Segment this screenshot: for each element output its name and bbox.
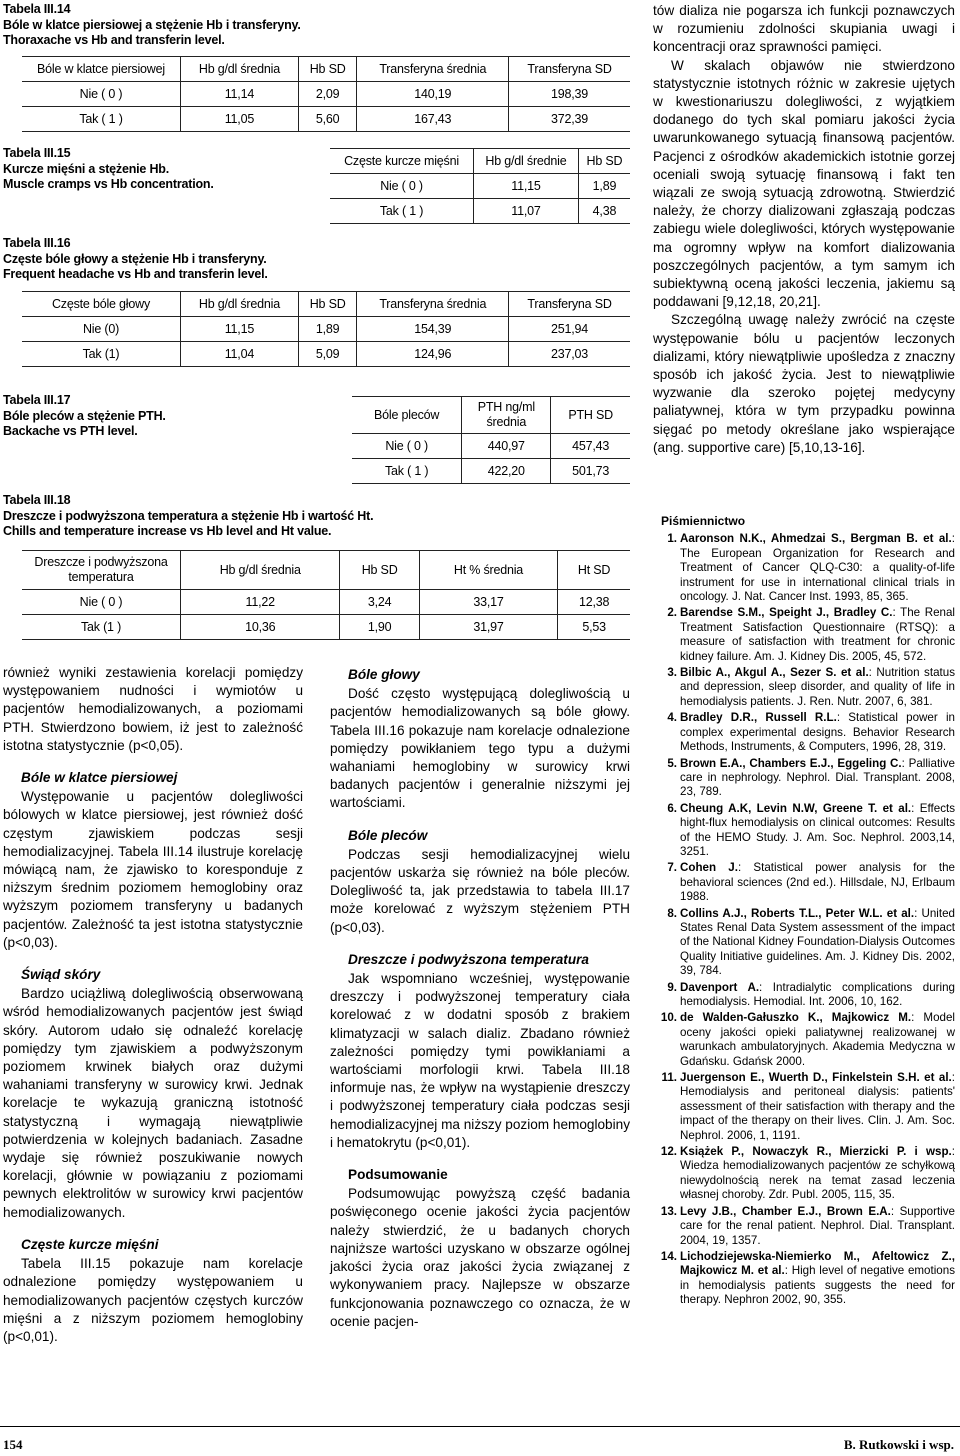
header-cell: PTH SD: [551, 397, 630, 434]
paragraph: Bardzo uciążliwą dolegliwością obserwowaną wśród hemodializowanych pacjentów jest świąd skóry. Autorom udało się odnaleźć korelację pomiędzy tym zjawiskiem a podwyższonym poziomem krwinek białych oraz dużymi wahaniami transferyny w surowicy krwi. Jednak korelacje te wykazują graniczną istotność statystyczną i wymagają niewątpliwie potwierdzenia w kolejnych badaniach. Zasadne wydaje się również poszukiwanie nowych korelacji, głównie w powiązaniu z poziomami pewnych elektrolitów w surowicy krwi pacjentów hemodializowanych.: [3, 986, 303, 1220]
cell: 11,07: [474, 199, 579, 224]
header-cell: Transferyna średnia: [357, 57, 509, 82]
reference-authors: Levy J.B., Chamber E.J., Brown E.A.: [680, 1204, 891, 1218]
reference-item: [653, 861, 955, 904]
reference-text: : United States Renal Data System assessment of the impact of the National Kidney Foundation-Dialysis Outcomes Quality Initiative guidelines. Am. J. Kidney Dis. 2002, 39, 784.: [680, 906, 955, 978]
cell: Nie (0): [22, 317, 181, 342]
page-number: 154: [3, 1437, 23, 1452]
reference-authors: Collins A.J., Roberts T.L., Peter W.L. et al.: [680, 906, 915, 920]
reference-number: 13.: [660, 1204, 677, 1218]
table-18-caption: [3, 493, 373, 540]
reference-authors: Cohen J.: [680, 861, 738, 875]
cell: 198,39: [509, 82, 630, 107]
paragraph: Tabela III.15 pokazuje nam korelacje odnalezione pomiędzy występowaniem u hemodializowanych pacjentów częstych kurczów mięśni a z niższym poziomem hemoglobiny (p<0,01).: [3, 1256, 303, 1344]
paragraph: Szczególną uwagę należy zwrócić na częste występowanie bólu u pacjentów leczonych dializami, który niewątpliwie upośledza z znaczny sposób ich jakość życia. Jest to niewątpliwie wyzwanie dla szeroko pojętej medycyny paliatywnej, która w tym przypadku powinna sięgać po metody określane jako wspierające (ang. supportive care) [5,10,13-16].: [653, 312, 955, 455]
paragraph: Jak wspomniano wcześniej, występowanie dreszczy i podwyższonej temperatury ciała korelować z w dodatni sposób z brakiem klimatyzacji w salach dializ. Zbadano również zależności pomiędzy tymi powikłaniami a wartościami morfologii krwi. Tabela III.18 informuje nas, że wpływ na wystąpienie dreszczy i podwyższonej temperatury ciała podczas sesji hemodializacyjnej ma niższy poziom hemoglobiny i hematokrytu (p<0,01).: [330, 971, 630, 1150]
table-row: [22, 342, 630, 367]
cell: 140,19: [357, 82, 509, 107]
cell: 1,90: [340, 615, 419, 640]
cell: 167,43: [357, 107, 509, 132]
reference-item: [653, 711, 955, 754]
reference-text: : The Renal Treatment Satisfaction Questionnaire (RTSQ): a measure of satisfaction with treatment for chronic kidney failure. Am. J. Kidney Dis. 2005, 45, 572.: [680, 606, 955, 663]
reference-number: 1.: [667, 532, 677, 546]
section-heading: Częste kurcze mięśni: [21, 1236, 159, 1252]
table-title-pl: Częste bóle głowy a stężenie Hb i transferyny.: [3, 251, 267, 266]
cell: Tak (1 ): [22, 615, 181, 640]
paragraph: W skalach objawów nie stwierdzono statystycznie istotnych różnic w zakresie ujętych w kwestionariuszu dolegliwości, z wyjątkiem dodanego do tych skal pomiaru jakości życia uwarunkowanego sytuacją finansową pacjentów. Pacjenci z ośrodków akademickich istotnie gorzej oceniali swoją sytuację finansową i fakt ten wiązali ze swoją sytuacją zdrowotną. Stwierdzić należy, że chorzy dializowani zgłaszają podczas zabiegu wiele dolegliwości, których występowanie ma ogromny wpływ na komfort dializowania poszczególnych pacjentów, a tym samym ich subiektywną oceną jakości leczenia, jakiemu są poddawani [9,12,18, 20,21].: [653, 57, 955, 310]
reference-number: 6.: [667, 801, 677, 815]
cell: Nie ( 0 ): [352, 434, 462, 459]
reference-number: 8.: [667, 906, 677, 920]
reference-item: [653, 907, 955, 979]
table-row: [22, 590, 630, 615]
cell: 372,39: [509, 107, 630, 132]
section-heading: Bóle głowy: [348, 667, 420, 682]
header-cell: Transferyna SD: [509, 292, 630, 317]
reference-text: : Model oceny jakości opieki paliatywnej realizowanej w warunkach ambulatoryjnych. Akademia Medyczna w Gdańsku. Gdańsk 2000.: [680, 1011, 955, 1068]
table-row: [352, 434, 630, 459]
reference-item: [653, 802, 955, 860]
table-14-caption: [3, 2, 301, 49]
reference-number: 11.: [661, 1071, 677, 1085]
cell: 5,53: [558, 615, 630, 640]
reference-authors: Bradley D.R., Russell R.L.: [680, 711, 837, 725]
table-row: [22, 82, 630, 107]
reference-number: 9.: [667, 980, 677, 994]
reference-item: [653, 532, 955, 604]
table-header-row: [22, 57, 630, 82]
cell: 11,15: [474, 174, 579, 199]
cell: 31,97: [419, 615, 557, 640]
reference-list: [653, 532, 955, 1307]
cell: 5,09: [298, 342, 357, 367]
cell: 2,09: [298, 82, 357, 107]
paragraph: Podsumowując powyższą część badania poświęconego ocenie jakości życia pacjentów należy stwierdzić, że u badanych chorych najniższe wartości uzyskano w obszarze ogólnej jakości życia oraz jakości życia związanej z wykonywaniem pracy. Najlepsze w obszarze funkcjonowania poznawczego co oznacza, że w ocenie pacjen-: [330, 1186, 630, 1329]
table-header-row: [330, 149, 630, 174]
references-title: Piśmiennictwo: [661, 514, 746, 528]
cell: 5,60: [298, 107, 357, 132]
column-3: [653, 2, 955, 457]
header-cell: Ht % średnia: [419, 551, 557, 590]
reference-text: : The European Organization for Research and Treatment of Cancer QLQ-C30: a quality-of-life instrument for use in international clinical trials in oncology. J. Nat. Cancer Inst. 1993, 85, 365.: [680, 532, 955, 604]
reference-item: [653, 1145, 955, 1203]
cell: Tak ( 1 ): [22, 107, 181, 132]
reference-item: [653, 1011, 955, 1069]
cell: Tak ( 1 ): [352, 459, 462, 484]
cell: 33,17: [419, 590, 557, 615]
section-heading: Dreszcze i podwyższona temperatura: [348, 951, 589, 967]
table-row: [22, 107, 630, 132]
table-label: Tabela III.15: [3, 146, 71, 160]
header-cell: Hb g/dl średnia: [181, 57, 299, 82]
table-label: Tabela III.14: [3, 2, 71, 16]
reference-authors: Brown E.A., Chambers E.J., Eggeling C.: [680, 756, 902, 770]
reference-text: : Statistical power in complex experimental designs. Behavior Research Methods, Instruments, & Computers, 1996, 28, 319.: [680, 711, 955, 754]
cell: 501,73: [551, 459, 630, 484]
table-title-pl: Bóle w klatce piersiowej a stężenie Hb i transferyny.: [3, 17, 301, 32]
cell: Nie ( 0 ): [330, 174, 474, 199]
cell: Tak (1): [22, 342, 181, 367]
header-cell: Hb g/dl średnia: [181, 292, 299, 317]
table-row: [22, 317, 630, 342]
header-cell: Częste kurcze mięśni: [330, 149, 474, 174]
header-cell: Hb g/dl średnie: [474, 149, 579, 174]
reference-item: [653, 1071, 955, 1143]
table-15-caption: [3, 146, 214, 193]
references: [653, 514, 955, 1310]
paragraph: Dość często występującą dolegliwością u pacjentów hemodializowanych są bóle głowy. Tabela III.16 pokazuje nam korelacje odnalezione pomiędzy powikłaniem tego typu a dużymi wahaniami hemoglobiny w surowicy krwi badanych pacjentów i generalnie niższymi jej wartościami.: [330, 686, 630, 811]
header-cell: PTH ng/ml średnia: [462, 397, 551, 434]
reference-item: [653, 606, 955, 664]
reference-number: 14.: [660, 1249, 677, 1263]
reference-authors: Juergenson E., Wuerth D., Finkelstein S.H. et al.: [680, 1071, 952, 1085]
cell: Nie ( 0 ): [22, 82, 181, 107]
section-heading: Bóle pleców: [348, 827, 428, 843]
reference-text: : Statistical power analysis for the behavioral sciences (2nd ed.). Hillsdale, NJ, Erlbaum 1988.: [680, 861, 955, 904]
table-header-row: [22, 292, 630, 317]
reference-authors: Barendse S.M., Speight J., Bradley C.: [680, 606, 893, 620]
reference-authors: Cheung A.K, Levin N.W, Greene T. et al.: [680, 801, 912, 815]
reference-text: : Wiedza hemodializowanych pacjentów ze schyłkową niewydolnością nerek na temat zasad leczenia własnej choroby. Zdr. Publ. 2005, 115, 35.: [680, 1145, 955, 1202]
table-17-caption: [3, 393, 166, 440]
cell: 154,39: [357, 317, 509, 342]
paragraph: Występowanie u pacjentów dolegliwości bólowych w klatce piersiowej, jest również dość częstym zjawiskiem podczas sesji hemodializacyjnej. Tabela III.14 ilustruje korelację mówiącą nam, że zjawisko to koresponduje z niższym średnim poziomem hemoglobiny oraz wyższym poziomem transferyny u badanych pacjentów. Zależność ta jest istotna statystycznie (p<0,03).: [3, 789, 303, 950]
reference-text: : Hemodialysis and peritoneal dialysis: patients' assessment of their satisfaction with therapy and the impact of the therapy on their lives. Clin. J. Am. Soc. Nephrol. 2006, 1, 1191.: [680, 1071, 955, 1142]
cell: 10,36: [181, 615, 340, 640]
header-cell: Hb g/dl średnia: [181, 551, 340, 590]
header-cell: Hb SD: [340, 551, 419, 590]
reference-text: : High level of negative emotions in hemodialysis patients suggests the need for therapy. Nephron 2002, 90, 355.: [680, 1264, 955, 1307]
cell: 11,04: [181, 342, 299, 367]
reference-authors: de Walden-Gałuszko K., Majkowicz M.: [680, 1011, 912, 1025]
header-cell: Hb SD: [578, 149, 630, 174]
reference-item: [653, 757, 955, 800]
cell: Nie ( 0 ): [22, 590, 181, 615]
cell: 11,15: [181, 317, 299, 342]
section-heading: Podsumowanie: [348, 1167, 448, 1183]
column-1: [3, 664, 303, 1346]
table-title-en: Frequent headache vs Hb and transferin level.: [3, 267, 268, 281]
reference-number: 2.: [667, 606, 677, 620]
reference-text: : Effects hight-flux hemodialysis on clinical outcomes: Results of the HEMO Study. J. Am. Soc. Nephrol. 2003,14, 3251.: [680, 801, 956, 858]
reference-authors: Davenport A.: [680, 980, 760, 994]
table-title-pl: Kurcze mięśni a stężenie Hb.: [3, 161, 169, 176]
paragraph: również wyniki zestawienia korelacji pomiędzy występowaniem nudności i wymiotów u pacjentów hemodializowanych, a poziomami PTH. Stwierdzono bowiem, iż jest to zależność istotna statystycznie (p<0,05).: [3, 665, 303, 753]
running-author: B. Rutkowski i wsp.: [843, 1437, 954, 1452]
cell: 1,89: [578, 174, 630, 199]
header-cell: Hb SD: [298, 57, 357, 82]
reference-number: 12.: [660, 1145, 677, 1159]
table-label: Tabela III.18: [3, 493, 71, 507]
cell: 440,97: [462, 434, 551, 459]
table-title-pl: Dreszcze i podwyższona temperatura a stężenie Hb i wartość Ht.: [3, 508, 374, 523]
cell: 237,03: [509, 342, 630, 367]
table-title-en: Chills and temperature increase vs Hb level and Ht value.: [3, 524, 332, 538]
paragraph: Podczas sesji hemodializacyjnej wielu pacjentów uskarża się również na bóle pleców. Dolegliwość ta, jak przedstawia to tabela III.17 może korelować z wyższym stężeniem PTH (p<0,03).: [330, 846, 630, 935]
reference-number: 3.: [667, 666, 677, 680]
header-cell: Ht SD: [558, 551, 630, 590]
table-row: [22, 615, 630, 640]
header-cell: Częste bóle głowy: [22, 292, 181, 317]
reference-text: : Palliative care in nephrology. Nephrol. Dial. Transplant. 2008, 23, 789.: [680, 756, 956, 799]
cell: 1,89: [298, 317, 357, 342]
table-15: [330, 148, 630, 224]
footer-rule: [0, 1426, 960, 1427]
header-cell: Bóle w klatce piersiowej: [22, 57, 181, 82]
table-title-pl: Bóle pleców a stężenie PTH.: [3, 408, 166, 423]
header-cell: Transferyna średnia: [357, 292, 509, 317]
reference-text: : Intradialytic complications during hemodialysis. Hemodial. Int. 2006, 10, 162.: [680, 980, 955, 1008]
cell: 4,38: [578, 199, 630, 224]
reference-number: 7.: [667, 861, 677, 875]
table-header-row: [352, 397, 630, 434]
table-row: [352, 459, 630, 484]
header-cell: Dreszcze i podwyższona temperatura: [22, 551, 181, 590]
section-heading: Świąd skóry: [21, 967, 101, 983]
table-label: Tabela III.16: [3, 236, 71, 250]
table-14: [22, 56, 630, 132]
cell: 12,38: [558, 590, 630, 615]
cell: 3,24: [340, 590, 419, 615]
reference-number: 10.: [660, 1011, 677, 1025]
cell: 422,20: [462, 459, 551, 484]
table-17: [352, 396, 630, 484]
reference-authors: Aaronson N.K., Ahmedzai S., Bergman B. et al.: [680, 532, 952, 546]
cell: 11,05: [181, 107, 299, 132]
reference-text: : Supportive care for the renal patient. Nephrol. Dial. Transplant. 2004, 19, 1357.: [680, 1204, 955, 1247]
reference-item: [653, 1205, 955, 1248]
reference-item: [653, 1250, 955, 1308]
reference-authors: Lichodziejewska-Niemierko M., Afeltowicz Z., Majkowicz M. et al.: [680, 1249, 955, 1278]
header-cell: Bóle pleców: [352, 397, 462, 434]
reference-item: [653, 981, 955, 1010]
table-header-row: [22, 551, 630, 590]
cell: 251,94: [509, 317, 630, 342]
table-row: [330, 199, 630, 224]
section-heading: Bóle w klatce piersiowej: [21, 770, 178, 786]
column-2: [330, 666, 630, 1331]
header-cell: Transferyna SD: [509, 57, 630, 82]
reference-text: : Nutrition status and depression, sleep disorder, and quality of life in hemodialysis patients. J. Ren. Nutr. 2007, 6, 381.: [680, 666, 955, 708]
reference-number: 4.: [667, 711, 677, 725]
table-row: [330, 174, 630, 199]
cell: 11,22: [181, 590, 340, 615]
cell: Tak ( 1 ): [330, 199, 474, 224]
reference-number: 5.: [667, 756, 677, 770]
cell: 11,14: [181, 82, 299, 107]
cell: 124,96: [357, 342, 509, 367]
table-16-caption: [3, 236, 268, 283]
header-cell: Hb SD: [298, 292, 357, 317]
reference-authors: Książek P., Nowaczyk R., Mierzicki P. i wsp.: [680, 1145, 952, 1159]
table-title-en: Muscle cramps vs Hb concentration.: [3, 177, 214, 191]
table-title-en: Thoraxache vs Hb and transferin level.: [3, 33, 225, 47]
table-18: [22, 550, 630, 640]
table-label: Tabela III.17: [3, 393, 71, 407]
cell: 457,43: [551, 434, 630, 459]
reference-item: [653, 666, 955, 709]
paragraph: tów dializa nie pogarsza ich funkcji poznawczych w rozumieniu zdolności skupiania uwagi i koncentracji oraz sprawności pamięci.: [653, 3, 955, 55]
table-16: [22, 291, 630, 367]
reference-authors: Bilbic A., Akgul A., Sezer S. et al.: [680, 666, 869, 680]
table-title-en: Backache vs PTH level.: [3, 424, 138, 438]
